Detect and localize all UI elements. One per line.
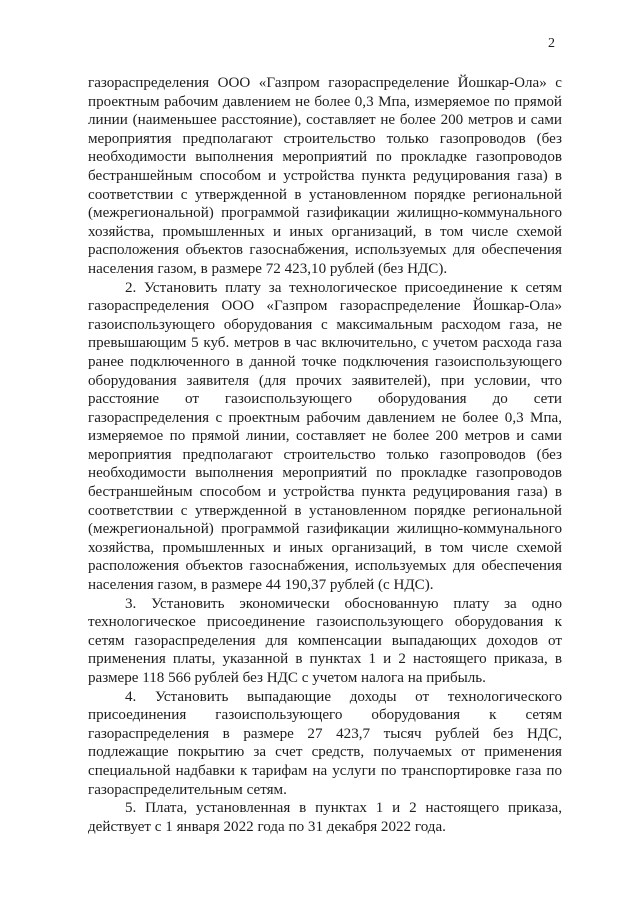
paragraph-item-2: 2. Установить плату за технологическое присоединение к сетям газораспределения ООО «Газпром газораспределение Йошкар-Ола» газоиспользующего оборудования с максимальным расходом газа, не превышающим 5 куб. метров в час включительно, с учетом расхода газа ранее подключенного в данной точке подключения газоиспользующего оборудования заявителя (для прочих заявителей), при условии, что расстояние от газоиспользующего оборудования до сети газораспределения с проектным рабочим давлением не более 0,3 Мпа, измеряемое по прямой линии, составляет не более 200 метров и сами мероприятия предполагают строительство только газопроводов (без необходимости выполнения мероприятий по прокладке газопроводов бестраншейным способом и устройства пункта редуцирования газа) в соответствии с утвержденной в установленном порядке региональной (межрегиональной) программой газификации жилищно-коммунального хозяйства, промышленных и иных организаций, в том числе схемой расположения объектов газоснабжения, используемых для обеспечения населения газом, в размере 44 190,37 рублей (с НДС). — [88, 279, 562, 594]
page-number: 2 — [548, 36, 555, 51]
paragraph-item-5: 5. Плата, установленная в пунктах 1 и 2 настоящего приказа, действует с 1 января 2022 года по 31 декабря 2022 года. — [88, 800, 562, 835]
paragraph-continuation: газораспределения ООО «Газпром газораспределение Йошкар-Ола» с проектным рабочим давлением не более 0,3 Мпа, измеряемое по прямой линии (наименьшее расстояние), составляет не более 200 метров и сами мероприятия предполагают строительство только газопроводов (без необходимости выполнения мероприятий по прокладке газопроводов бестраншейным способом и устройства пункта редуцирования газа) в соответствии с утвержденной в установленном порядке региональной (межрегиональной) программой газификации жилищно-коммунального хозяйства, промышленных и иных организаций, в том числе схемой расположения объектов газоснабжения, используемых для обеспечения населения газом, в размере 72 423,10 рублей (без НДС). — [88, 75, 562, 277]
paragraph-item-4: 4. Установить выпадающие доходы от технологического присоединения газоиспользующего оборудования к сетям газораспределения в размере 27 423,7 тысяч рублей без НДС, подлежащие покрытию за счет средств, получаемых от применения специальной надбавки к тарифам на услуги по транспортировке газа по газораспределительным сетям. — [88, 688, 562, 798]
paragraph-item-3: 3. Установить экономически обоснованную плату за одно технологическое присоединение газоиспользующего оборудования к сетям газораспределения для компенсации выпадающих доходов от применения платы, указанной в пунктах 1 и 2 настоящего приказа, в размере 118 566 рублей без НДС с учетом налога на прибыль. — [88, 595, 562, 686]
document-body — [88, 74, 562, 836]
